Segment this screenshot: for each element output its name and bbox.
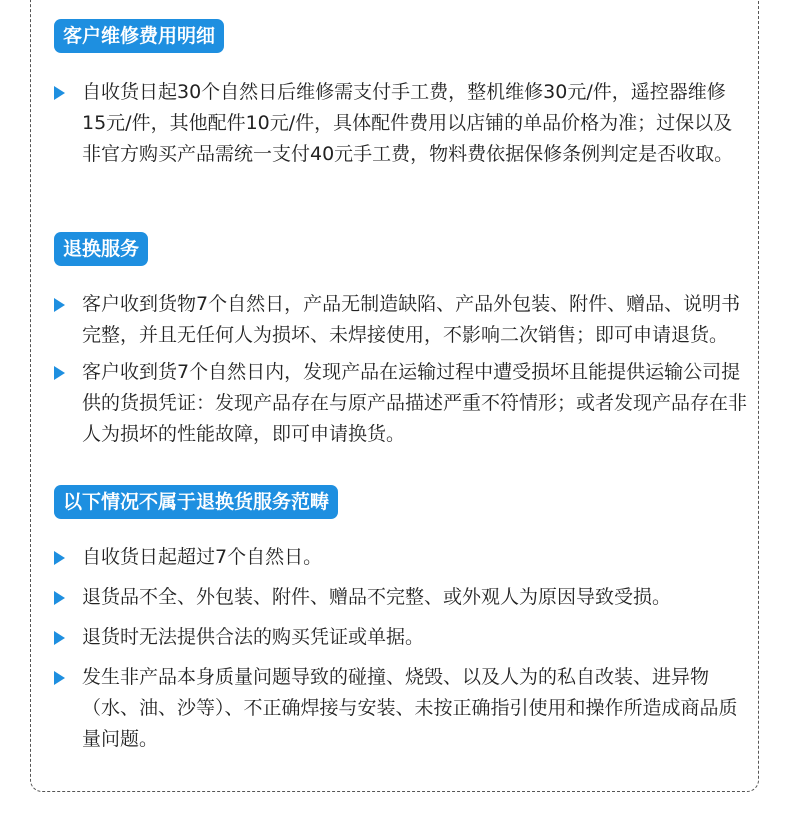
triangle-bullet-icon [54,671,65,685]
section-exclusions [54,485,754,755]
triangle-bullet-icon [54,298,65,312]
section-title-badge: 以下情况不属于退换货服务范畴 [54,485,338,519]
triangle-bullet-icon [54,631,65,645]
section-title-badge: 退换服务 [54,232,148,266]
section-title-badge: 客户维修费用明细 [54,19,224,53]
list-item [54,289,754,351]
triangle-bullet-icon [54,591,65,605]
list-item-text: 发生非产品本身质量问题导致的碰撞、烧毁、以及人为的私自改装、进异物（水、油、沙等）、不正确焊接与安装、未按正确指引使用和操作所造成商品质量问题。 [82,666,738,750]
section-return-exchange [54,232,754,450]
list-item [54,622,754,653]
section-repair-fees [54,19,754,170]
list-item [54,662,754,755]
list-item [54,357,754,450]
list-item-text: 退货时无法提供合法的购买凭证或单据。 [82,626,425,648]
list-item [54,582,754,613]
list-item [54,77,754,170]
list-item [54,542,754,573]
triangle-bullet-icon [54,366,65,380]
list-item-text: 退货品不全、外包装、附件、赠品不完整、或外观人为原因导致受损。 [82,586,672,608]
list-item-text: 自收货日起30个自然日后维修需支付手工费，整机维修30元/件，遥控器维修15元/件，其他配件10元/件，具体配件费用以店铺的单品价格为准；过保以及非官方购买产品需统一支付40元手工费，物料费依据保修条例判定是否收取。 [82,81,734,165]
list-item-text: 客户收到货物7个自然日，产品无制造缺陷、产品外包装、附件、赠品、说明书完整，并且无任何人为损坏、未焊接使用，不影响二次销售；即可申请退货。 [82,293,741,346]
list-item-text: 自收货日起超过7个自然日。 [82,546,323,568]
list-item-text: 客户收到货7个自然日内，发现产品在运输过程中遭受损坏且能提供运输公司提供的货损凭证：发现产品存在与原产品描述严重不符情形；或者发现产品存在非人为损坏的性能故障，即可申请换货。 [82,361,748,445]
triangle-bullet-icon [54,551,65,565]
triangle-bullet-icon [54,86,65,100]
